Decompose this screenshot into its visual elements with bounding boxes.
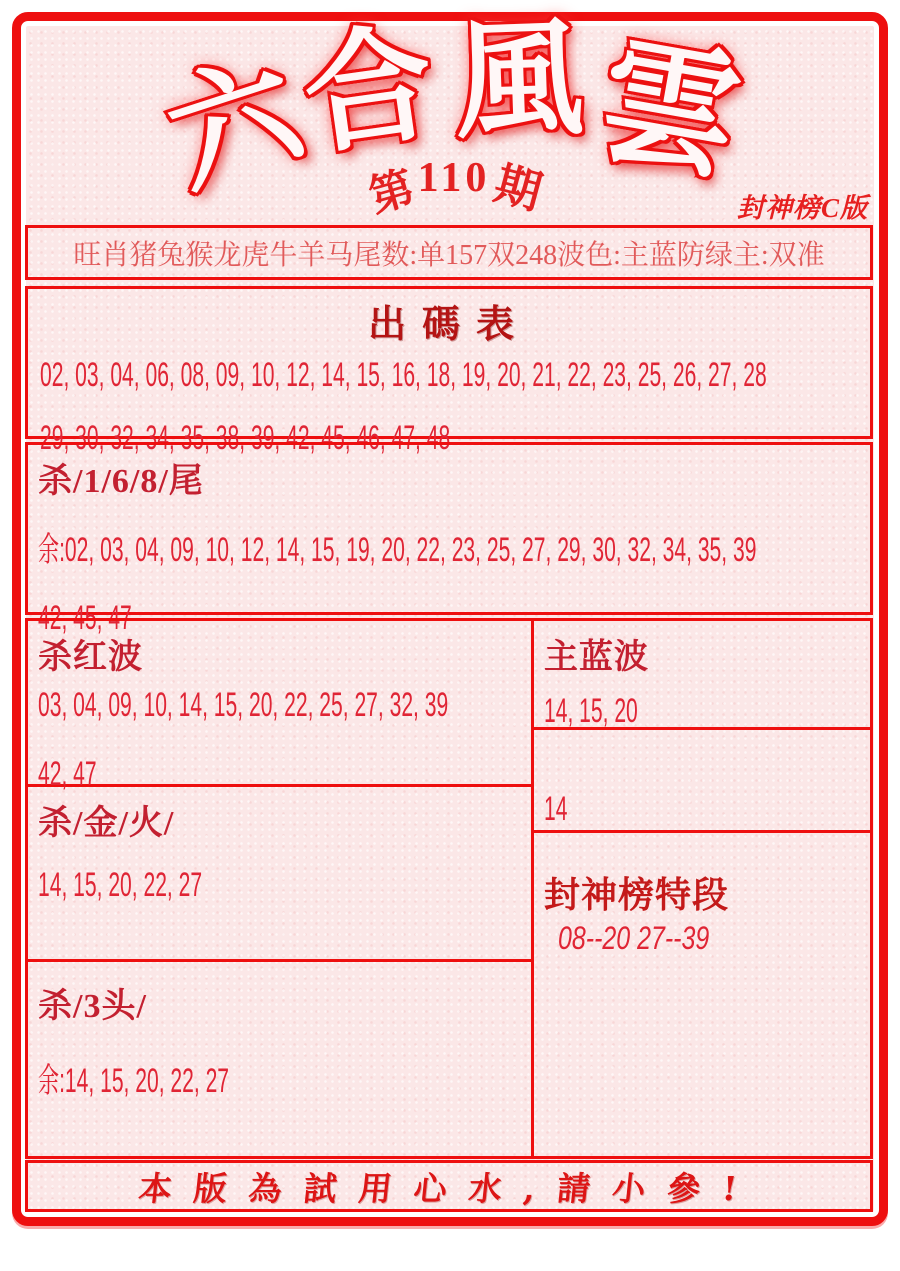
cell-te-duan [534, 833, 870, 1156]
edition-label: 封神榜C版 [736, 193, 868, 223]
sha-3-tou-label: 杀/3头/ [38, 988, 147, 1025]
title-char-4: 雲 [587, 16, 752, 201]
footer-banner [25, 1160, 873, 1212]
sha-168-wei-line-1: 余:02, 03, 04, 09, 10, 12, 14, 15, 19, 20, 22, 23, 25, 27, 29, 30, 32, 34, 35, 39 [38, 531, 757, 569]
cell-zhu-lan-bo [534, 621, 870, 730]
sha-168-wei-line-2: 42, 45, 47 [38, 599, 132, 637]
cell-sha-jin-huo [28, 787, 531, 962]
title-char-2: 合 [295, 6, 443, 174]
issue-suffix: 期 [489, 157, 548, 219]
sha-jin-huo-value: 14, 15, 20, 22, 27 [38, 866, 203, 904]
mid-value: 14 [544, 790, 568, 828]
zhu-lan-bo-label: 主蓝波 [544, 639, 649, 676]
section-grid [25, 618, 873, 1159]
sha-hong-bo-line-1: 03, 04, 09, 10, 14, 15, 20, 22, 25, 27, 32, 39 [38, 686, 449, 724]
chuma-line-1: 02, 03, 04, 06, 08, 09, 10, 12, 14, 15, 16, 18, 19, 20, 21, 22, 23, 25, 26, 27, 28 [40, 356, 767, 394]
cell-sha-hong-bo [28, 621, 531, 793]
chuma-title: 出碼表 [367, 301, 530, 346]
te-duan-value: 08--20 27--39 [558, 920, 710, 956]
sha-jin-huo-label: 杀/金/火/ [38, 805, 175, 842]
sha-hong-bo-label: 杀红波 [38, 639, 143, 676]
issue-prefix: 第 [363, 162, 420, 222]
grid-right-column [534, 621, 870, 1156]
zodiac-header-band [25, 225, 873, 280]
zhu-lan-bo-value: 14, 15, 20 [544, 692, 638, 730]
title-char-3: 風 [452, 2, 586, 158]
sha-168-wei-label: 杀/1/6/8/尾 [38, 463, 204, 500]
zodiac-header-text: 旺肖猪兔猴龙虎牛羊马尾数:单157双248波色:主蓝防绿主:双准 [73, 239, 825, 271]
sha-3-tou-value: 余:14, 15, 20, 22, 27 [38, 1062, 230, 1100]
sha-hong-bo-line-2: 42, 47 [38, 755, 97, 793]
grid-left-column [28, 621, 534, 1156]
cell-sha-3-tou [28, 962, 531, 1156]
cell-mid-value [534, 730, 870, 833]
chuma-line-2: 29, 30, 32, 34, 35, 38, 39, 42, 45, 46, 47, 48 [40, 419, 451, 457]
issue-digits: 110 [417, 155, 491, 201]
title-char-1: 六 [150, 33, 319, 216]
issue-number [340, 148, 570, 222]
section-chuma-table [25, 286, 873, 457]
footer-text: 本版為試用心水,請小參! [136, 1168, 761, 1208]
section-sha-168-wei [25, 442, 873, 637]
te-duan-label: 封神榜特段 [544, 875, 730, 915]
